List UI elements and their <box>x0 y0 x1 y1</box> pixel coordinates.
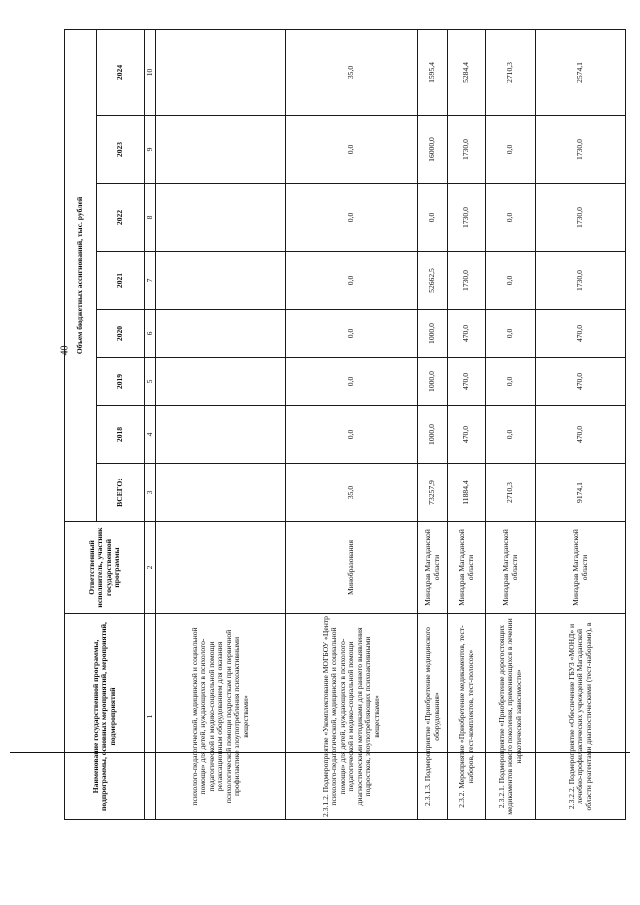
table-row <box>536 29 626 819</box>
row-value: 16000,0 <box>418 116 448 184</box>
row-value: 470,0 <box>536 310 626 358</box>
row-value <box>156 252 286 310</box>
row-value: 1730,0 <box>448 116 486 184</box>
row-value: 1000,0 <box>418 406 448 464</box>
row-value: 0,0 <box>486 406 536 464</box>
row-value: 5284,4 <box>448 29 486 115</box>
row-value: 35,0 <box>286 29 418 115</box>
row-value: 0,0 <box>286 358 418 406</box>
header-year: 2022 <box>97 184 145 252</box>
row-value: 11884,4 <box>448 464 486 522</box>
row-executor: Минздрав Магаданской области <box>486 522 536 614</box>
row-value: 470,0 <box>448 406 486 464</box>
header-year: 2020 <box>97 310 145 358</box>
column-number: 6 <box>145 310 156 358</box>
row-value: 0,0 <box>486 252 536 310</box>
row-value: 1595,4 <box>418 29 448 115</box>
table-row <box>486 29 536 819</box>
row-value: 1730,0 <box>536 252 626 310</box>
row-value: 1000,0 <box>418 310 448 358</box>
column-number: 1 <box>145 614 156 820</box>
row-name: 2.3.2.1. Подмероприятие «Приобретение дорогостоящих медикаментов нового поколения, применяющихся в лечении наркотической зависимости» <box>486 614 536 820</box>
header-executor: Ответственный исполнитель, участник государственной программы <box>65 522 145 614</box>
row-value <box>156 116 286 184</box>
row-value: 470,0 <box>536 406 626 464</box>
header-year: 2021 <box>97 252 145 310</box>
row-value <box>156 184 286 252</box>
row-value: 0,0 <box>486 184 536 252</box>
column-number-row <box>145 29 156 819</box>
row-value: 35,0 <box>286 464 418 522</box>
row-value: 1730,0 <box>536 184 626 252</box>
table-row <box>156 29 286 819</box>
row-value: 0,0 <box>486 310 536 358</box>
row-value: 9174,1 <box>536 464 626 522</box>
row-value: 0,0 <box>486 116 536 184</box>
row-value: 2574,1 <box>536 29 626 115</box>
row-value <box>156 310 286 358</box>
row-value <box>156 29 286 115</box>
row-value: 0,0 <box>286 406 418 464</box>
row-value: 0,0 <box>418 184 448 252</box>
row-value: 470,0 <box>536 358 626 406</box>
table-row <box>418 29 448 819</box>
row-executor: Минздрав Магаданской области <box>536 522 626 614</box>
row-value: 2710,3 <box>486 29 536 115</box>
row-name: 2.3.2. Мероприятие «Приобретение медикаментов, тест-наборов, тест-комплектов, тест-полосок» <box>448 614 486 820</box>
header-total: ВСЕГО: <box>97 464 145 522</box>
funding-table <box>64 29 626 820</box>
page-divider-line <box>10 752 630 753</box>
row-value: 470,0 <box>448 310 486 358</box>
row-name: 2.3.1.3. Подмероприятие «Приобретение медицинского оборудования» <box>418 614 448 820</box>
column-number: 10 <box>145 29 156 115</box>
row-name: 2.3.1.2. Подмероприятие «Укомплектование МОГБОУ «Центр психолого-педагогической, медицинской и социальной помощи» для детей, нуждающихся в психолого-педагогической и медико-социальной помощи диагностическими методиками для раннего выявления подростков, злоупотребляющих психоактивными веществами» <box>286 614 418 820</box>
table-row <box>448 29 486 819</box>
row-value: 2710,3 <box>486 464 536 522</box>
page-number: 40 <box>59 345 71 356</box>
row-value: 1730,0 <box>536 116 626 184</box>
row-value: 52662,5 <box>418 252 448 310</box>
row-executor: Минобразования <box>286 522 418 614</box>
row-name: 2.3.2.2. Подмероприятие «Обеспечение ГБУЗ «МОНД» и лечебно-профилактических учреждений Магаданской области реагентами диагностическими (тест-наборами), в <box>536 614 626 820</box>
row-value: 0,0 <box>286 310 418 358</box>
row-value: 0,0 <box>286 252 418 310</box>
rotated-table-wrapper <box>64 30 600 820</box>
row-executor: Минздрав Магаданской области <box>418 522 448 614</box>
table-row <box>286 29 418 819</box>
row-name: психолого-педагогической, медицинской и социальной помощи» для детей, нуждающихся в психолого-педагогической и медико-социальной помощи релаксационным оборудованием для оказания психологической помощи подросткам при первичной профилактике злоупотребления психоактивными веществами» <box>156 614 286 820</box>
column-number: 5 <box>145 358 156 406</box>
header-year: 2023 <box>97 116 145 184</box>
row-executor <box>156 522 286 614</box>
row-executor: Минздрав Магаданской области <box>448 522 486 614</box>
row-value: 470,0 <box>448 358 486 406</box>
row-value: 1730,0 <box>448 252 486 310</box>
row-value <box>156 464 286 522</box>
column-number: 9 <box>145 116 156 184</box>
row-value: 0,0 <box>286 116 418 184</box>
column-number: 7 <box>145 252 156 310</box>
column-number: 8 <box>145 184 156 252</box>
row-value <box>156 406 286 464</box>
row-value: 1000,0 <box>418 358 448 406</box>
row-value <box>156 358 286 406</box>
column-number: 3 <box>145 464 156 522</box>
header-year: 2024 <box>97 29 145 115</box>
row-value: 0,0 <box>286 184 418 252</box>
header-name: Наименование государственной программы, подпрограммы, основных мероприятий, мероприятий, подмероприятий <box>65 614 145 820</box>
column-number: 4 <box>145 406 156 464</box>
row-value: 1730,0 <box>448 184 486 252</box>
header-funding-group: Объем бюджетных ассигнований, тыс. рублей <box>65 29 97 521</box>
row-value: 73257,9 <box>418 464 448 522</box>
header-year: 2018 <box>97 406 145 464</box>
column-number: 2 <box>145 522 156 614</box>
row-value: 0,0 <box>486 358 536 406</box>
header-year: 2019 <box>97 358 145 406</box>
